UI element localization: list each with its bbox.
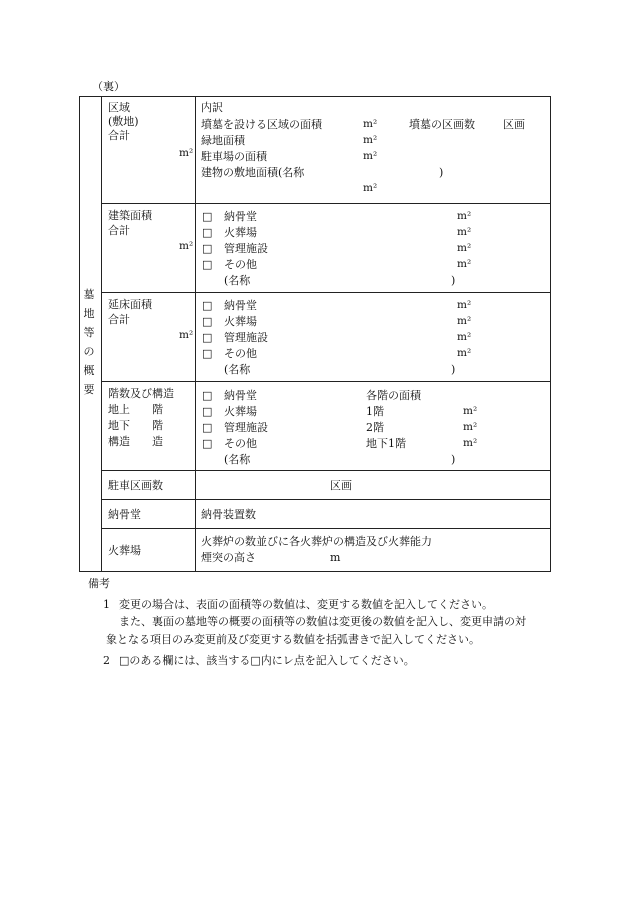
checkbox-management[interactable]: □ <box>202 421 213 434</box>
breakdown-title: 内訳 <box>201 101 223 114</box>
checkbox-other[interactable]: □ <box>202 347 213 360</box>
checkbox-management[interactable]: □ <box>202 331 213 344</box>
checkbox-crematorium[interactable]: □ <box>202 226 213 239</box>
checkbox-ossuary[interactable]: □ <box>202 210 213 223</box>
page-side-label: （裏） <box>92 80 125 93</box>
checkbox-other[interactable]: □ <box>202 258 213 271</box>
checkbox-management[interactable]: □ <box>202 242 213 255</box>
area-total-unit: m² <box>179 147 194 159</box>
checkbox-other[interactable]: □ <box>202 437 213 450</box>
checkbox-crematorium[interactable]: □ <box>202 315 213 328</box>
checkbox-crematorium[interactable]: □ <box>202 405 213 418</box>
notes-title: 備考 <box>88 577 110 590</box>
per-floor-title: 各階の面積 <box>366 389 421 402</box>
checkbox-ossuary[interactable]: □ <box>202 299 213 312</box>
checkbox-ossuary[interactable]: □ <box>202 389 213 402</box>
